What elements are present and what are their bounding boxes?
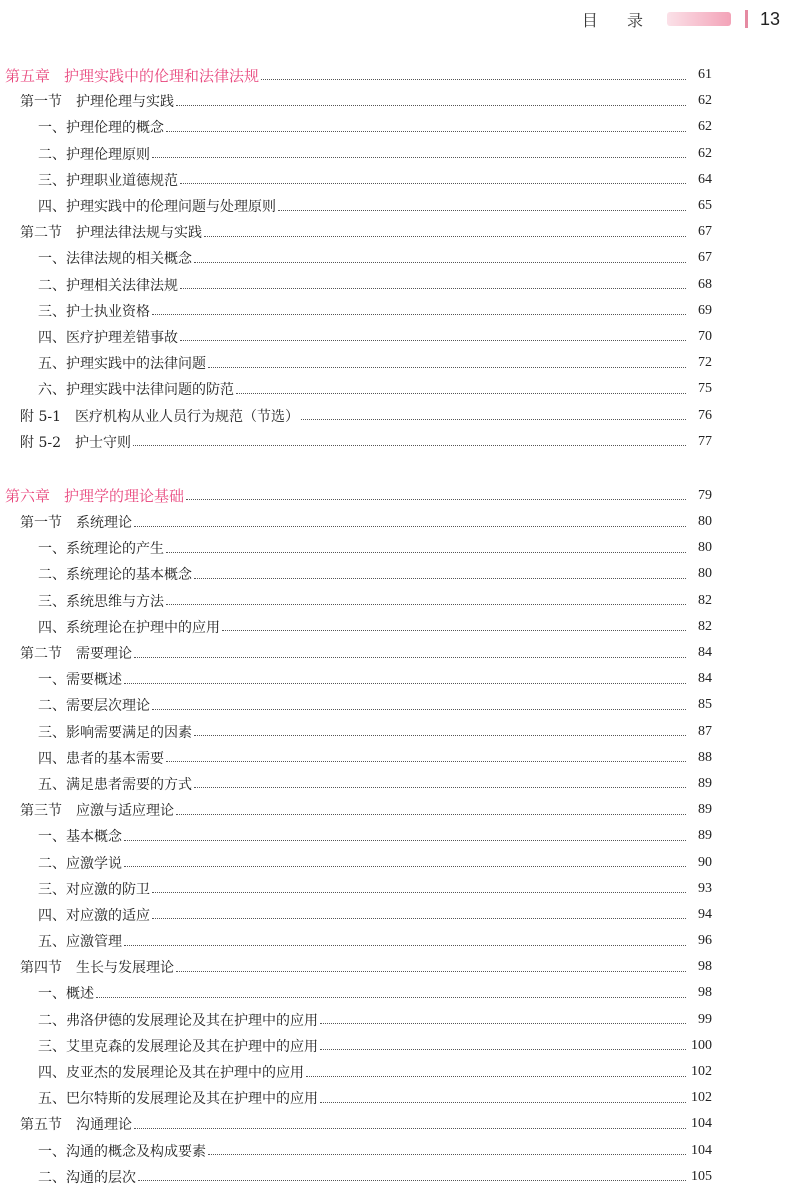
subsection-entry[interactable] [0, 980, 712, 1006]
entry-title-text: 六、护理实践中法律问题的防范 [38, 382, 234, 399]
dot-leader [134, 1128, 686, 1129]
table-of-contents [0, 62, 800, 1190]
dot-leader [152, 314, 686, 315]
entry-title [20, 432, 131, 452]
entry-title [20, 91, 174, 111]
entry-page-number: 88 [698, 749, 712, 765]
entry-title-text: 三、护理职业道德规范 [38, 172, 178, 189]
entry-page-number: 104 [691, 1116, 712, 1132]
subsection-entry[interactable] [0, 350, 712, 376]
entry-label: 附 5-1 [20, 408, 61, 425]
entry-page-number: 72 [698, 355, 712, 371]
subsection-entry[interactable] [0, 1007, 712, 1033]
entry-title-text: 护理法律法规与实践 [76, 225, 202, 242]
entry-title [38, 248, 192, 268]
chapter-gap [0, 455, 800, 483]
entry-page-number: 80 [698, 514, 712, 530]
dot-leader [166, 604, 686, 605]
dot-leader [96, 997, 686, 998]
entry-title [38, 1062, 304, 1082]
dot-leader [194, 735, 686, 736]
dot-leader [278, 210, 686, 211]
dot-leader [180, 183, 686, 184]
subsection-entry[interactable] [0, 376, 712, 402]
dot-leader [166, 761, 686, 762]
entry-label: 第一节 [20, 515, 62, 532]
entry-title [38, 196, 276, 216]
entry-title [38, 353, 206, 373]
subsection-entry[interactable] [0, 1033, 712, 1059]
entry-label: 第六章 [5, 487, 51, 506]
entry-title [38, 983, 94, 1003]
dot-leader [152, 918, 686, 919]
section-entry[interactable] [0, 640, 712, 666]
entry-title [38, 774, 192, 794]
entry-title [38, 1167, 136, 1187]
entry-label: 第五节 [20, 1117, 62, 1134]
page-number: 13 [759, 8, 780, 29]
entry-title-text: 三、影响需要满足的因素 [38, 724, 192, 741]
entry-page-number: 102 [691, 1064, 712, 1080]
entry-page-number: 98 [698, 959, 712, 975]
dot-leader [176, 814, 686, 815]
dot-leader [208, 1154, 686, 1155]
entry-page-number: 96 [698, 933, 712, 949]
entry-title [5, 485, 184, 506]
entry-title [20, 512, 132, 532]
subsection-entry[interactable] [0, 114, 712, 140]
entry-title [38, 564, 192, 584]
dot-leader [133, 445, 686, 446]
entry-title [38, 853, 122, 873]
entry-title-text: 五、满足患者需要的方式 [38, 776, 192, 793]
subsection-entry[interactable] [0, 666, 712, 692]
entry-title-text: 护士守则 [75, 434, 131, 451]
header-divider [745, 10, 748, 28]
entry-title [38, 144, 150, 164]
dot-leader [134, 657, 686, 658]
dot-leader [320, 1102, 686, 1103]
entry-title-text: 一、基本概念 [38, 829, 122, 846]
entry-title-text: 二、需要层次理论 [38, 698, 150, 715]
entry-title-text: 一、概述 [38, 986, 94, 1003]
entry-title-text: 四、皮亚杰的发展理论及其在护理中的应用 [38, 1065, 304, 1082]
entry-title-text: 三、对应激的防卫 [38, 881, 150, 898]
entry-title-text: 一、需要概述 [38, 672, 122, 689]
dot-leader [208, 367, 686, 368]
subsection-entry[interactable] [0, 167, 712, 193]
subsection-entry[interactable] [0, 1164, 712, 1190]
section-entry[interactable] [0, 954, 712, 980]
section-entry[interactable] [0, 797, 712, 823]
subsection-entry[interactable] [0, 298, 712, 324]
entry-page-number: 67 [698, 224, 712, 240]
dot-leader [138, 1180, 686, 1181]
entry-page-number: 82 [698, 618, 712, 634]
entry-page-number: 82 [698, 592, 712, 608]
section-entry[interactable] [0, 219, 712, 245]
chapter-heading[interactable] [0, 483, 712, 509]
entry-title-text: 四、护理实践中的伦理问题与处理原则 [38, 199, 276, 216]
entry-page-number: 69 [698, 302, 712, 318]
entry-title-text: 需要理论 [76, 646, 132, 663]
subsection-entry[interactable] [0, 928, 712, 954]
entry-title [38, 379, 234, 399]
dot-leader [186, 499, 686, 500]
entry-title-text: 沟通理论 [76, 1117, 132, 1134]
entry-label: 第二节 [20, 646, 62, 663]
entry-title-text: 三、艾里克森的发展理论及其在护理中的应用 [38, 1038, 318, 1055]
entry-page-number: 64 [698, 171, 712, 187]
entry-title-text: 二、护理伦理原则 [38, 146, 150, 163]
dot-leader [166, 131, 686, 132]
page-header [540, 6, 800, 32]
dot-leader [306, 1076, 686, 1077]
entry-title-text: 二、系统理论的基本概念 [38, 567, 192, 584]
entry-title-text: 一、护理伦理的概念 [38, 120, 164, 137]
subsection-entry[interactable] [0, 535, 712, 561]
section-entry[interactable] [0, 88, 712, 114]
entry-title [38, 301, 150, 321]
entry-title [38, 722, 192, 742]
entry-title-text: 四、医疗护理差错事故 [38, 329, 178, 346]
dot-leader [180, 340, 686, 341]
entry-page-number: 77 [698, 433, 712, 449]
subsection-entry[interactable] [0, 719, 712, 745]
entry-page-number: 84 [698, 671, 712, 687]
entry-title [38, 879, 150, 899]
entry-label: 第一节 [20, 94, 62, 111]
entry-title [38, 695, 150, 715]
subsection-entry[interactable] [0, 1085, 712, 1111]
entry-page-number: 100 [691, 1037, 712, 1053]
subsection-entry[interactable] [0, 614, 712, 640]
entry-title-text: 护理伦理与实践 [76, 94, 174, 111]
dot-leader [152, 157, 686, 158]
subsection-entry[interactable] [0, 745, 712, 771]
entry-page-number: 87 [698, 723, 712, 739]
entry-page-number: 80 [698, 566, 712, 582]
entry-label: 第五章 [5, 66, 51, 85]
subsection-entry[interactable] [0, 1138, 712, 1164]
dot-leader [301, 419, 686, 420]
entry-title-text: 四、患者的基本需要 [38, 750, 164, 767]
entry-title [38, 826, 122, 846]
entry-title-text: 三、护士执业资格 [38, 303, 150, 320]
dot-leader [236, 393, 686, 394]
dot-leader [124, 840, 686, 841]
entry-page-number: 89 [698, 775, 712, 791]
entry-page-number: 62 [698, 119, 712, 135]
chapter-heading[interactable] [0, 62, 712, 88]
dot-leader [176, 971, 686, 972]
entry-page-number: 104 [691, 1142, 712, 1158]
dot-leader [152, 709, 686, 710]
dot-leader [134, 526, 686, 527]
subsection-entry[interactable] [0, 771, 712, 797]
dot-leader [124, 945, 686, 946]
entry-page-number: 62 [698, 93, 712, 109]
entry-title [38, 748, 164, 768]
entry-title [38, 669, 122, 689]
dot-leader [124, 866, 686, 867]
entry-title-text: 五、护理实践中的法律问题 [38, 356, 206, 373]
dot-leader [166, 552, 686, 553]
entry-title [20, 1114, 132, 1134]
entry-label: 附 5-2 [20, 434, 61, 451]
subsection-entry[interactable] [0, 902, 712, 928]
entry-page-number: 62 [698, 145, 712, 161]
entry-title [5, 65, 259, 86]
section-entry[interactable] [0, 509, 712, 535]
entry-page-number: 99 [698, 1011, 712, 1027]
entry-page-number: 68 [698, 276, 712, 292]
entry-page-number: 93 [698, 880, 712, 896]
entry-title [38, 275, 178, 295]
entry-title-text: 一、沟通的概念及构成要素 [38, 1143, 206, 1160]
dot-leader [261, 79, 686, 80]
dot-leader [222, 630, 686, 631]
dot-leader [152, 892, 686, 893]
entry-title-text: 二、应激学说 [38, 855, 122, 872]
subsection-entry[interactable] [0, 324, 712, 350]
section-entry[interactable] [0, 429, 712, 455]
dot-leader [180, 288, 686, 289]
dot-leader [124, 683, 686, 684]
entry-page-number: 85 [698, 697, 712, 713]
entry-page-number: 61 [698, 67, 712, 83]
entry-title-text: 一、法律法规的相关概念 [38, 251, 192, 268]
entry-page-number: 67 [698, 250, 712, 266]
entry-page-number: 80 [698, 540, 712, 556]
entry-title-text: 三、系统思维与方法 [38, 593, 164, 610]
entry-title-text: 系统理论 [76, 515, 132, 532]
entry-page-number: 65 [698, 198, 712, 214]
subsection-entry[interactable] [0, 1059, 712, 1085]
section-entry[interactable] [0, 402, 712, 428]
entry-title-text: 护理实践中的伦理和法律法规 [64, 66, 260, 85]
entry-title [20, 957, 174, 977]
subsection-entry[interactable] [0, 588, 712, 614]
dot-leader [194, 578, 686, 579]
entry-title [38, 538, 164, 558]
dot-leader [194, 262, 686, 263]
entry-title [38, 327, 178, 347]
subsection-entry[interactable] [0, 823, 712, 849]
entry-page-number: 76 [698, 407, 712, 423]
subsection-entry[interactable] [0, 849, 712, 875]
entry-title [38, 1036, 318, 1056]
entry-title [20, 222, 202, 242]
entry-page-number: 89 [698, 828, 712, 844]
entry-page-number: 102 [691, 1090, 712, 1106]
entry-page-number: 105 [691, 1168, 712, 1184]
entry-title-text: 生长与发展理论 [76, 960, 174, 977]
entry-title [38, 617, 220, 637]
subsection-entry[interactable] [0, 272, 712, 298]
entry-page-number: 98 [698, 985, 712, 1001]
subsection-entry[interactable] [0, 876, 712, 902]
entry-title [20, 643, 132, 663]
entry-page-number: 70 [698, 328, 712, 344]
entry-title-text: 四、系统理论在护理中的应用 [38, 619, 220, 636]
entry-title [38, 1088, 318, 1108]
entry-title-text: 护理学的理论基础 [64, 487, 185, 506]
subsection-entry[interactable] [0, 561, 712, 587]
entry-label: 第二节 [20, 225, 62, 242]
entry-title-text: 二、护理相关法律法规 [38, 277, 178, 294]
entry-title-text: 医疗机构从业人员行为规范（节选） [75, 408, 299, 425]
dot-leader [194, 787, 686, 788]
entry-title-text: 二、弗洛伊德的发展理论及其在护理中的应用 [38, 1012, 318, 1029]
entry-page-number: 79 [698, 487, 712, 503]
entry-title [38, 905, 150, 925]
entry-title-text: 一、系统理论的产生 [38, 541, 164, 558]
subsection-entry[interactable] [0, 193, 712, 219]
dot-leader [204, 236, 686, 237]
dot-leader [320, 1049, 686, 1050]
entry-label: 第三节 [20, 803, 62, 820]
header-accent-bar [667, 12, 731, 26]
entry-title [38, 931, 122, 951]
header-title: 目 录 [581, 10, 655, 30]
dot-leader [320, 1023, 686, 1024]
subsection-entry[interactable] [0, 245, 712, 271]
entry-page-number: 84 [698, 645, 712, 661]
entry-title-text: 五、巴尔特斯的发展理论及其在护理中的应用 [38, 1091, 318, 1108]
entry-page-number: 90 [698, 854, 712, 870]
dot-leader [176, 105, 686, 106]
entry-title-text: 应激与适应理论 [76, 803, 174, 820]
entry-title [38, 591, 164, 611]
entry-title [38, 1010, 318, 1030]
entry-title [38, 117, 164, 137]
section-entry[interactable] [0, 1111, 712, 1137]
entry-label: 第四节 [20, 960, 62, 977]
entry-page-number: 94 [698, 906, 712, 922]
entry-page-number: 75 [698, 381, 712, 397]
entry-title-text: 二、沟通的层次 [38, 1169, 136, 1186]
entry-title [20, 800, 174, 820]
entry-title-text: 四、对应激的适应 [38, 907, 150, 924]
entry-title [20, 406, 299, 426]
entry-title [38, 170, 178, 190]
subsection-entry[interactable] [0, 141, 712, 167]
subsection-entry[interactable] [0, 692, 712, 718]
entry-title-text: 五、应激管理 [38, 934, 122, 951]
entry-page-number: 89 [698, 802, 712, 818]
entry-title [38, 1141, 206, 1161]
